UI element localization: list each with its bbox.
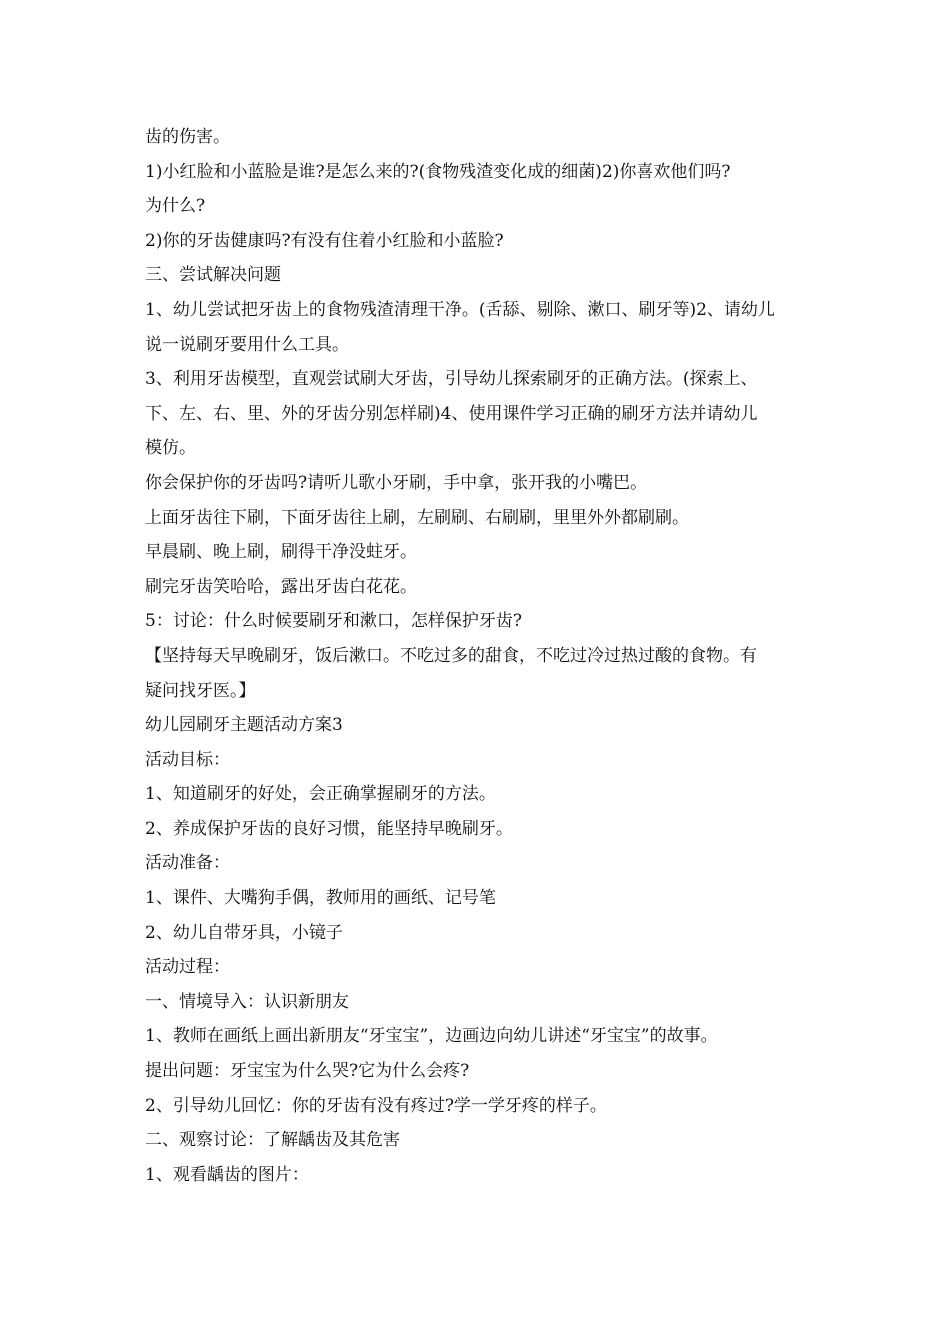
text-line: 你会保护你的牙齿吗?请听儿歌小牙刷，手中拿，张开我的小嘴巴。 xyxy=(145,472,648,493)
text-line: 【坚持每天早晚刷牙，饭后漱口。不吃过多的甜食，不吃过冷过热过酸的食物。有 xyxy=(145,645,757,666)
text-line: 2、养成保护牙齿的良好习惯，能坚持早晚刷牙。 xyxy=(145,818,513,839)
text-line: 2)你的牙齿健康吗?有没有住着小红脸和小蓝脸? xyxy=(145,230,504,251)
section-heading: 一、情境导入：认识新朋友 xyxy=(145,991,349,1012)
text-line: 模仿。 xyxy=(145,438,196,459)
document-body xyxy=(145,120,815,1192)
text-line: 为什么? xyxy=(145,196,206,217)
text-line: 说一说刷牙要用什么工具。 xyxy=(145,334,349,355)
text-line: 5：讨论：什么时候要刷牙和漱口，怎样保护牙齿? xyxy=(145,611,522,632)
text-line: 1)小红脸和小蓝脸是谁?是怎么来的?(食物残渣变化成的细菌)2)你喜欢他们吗? xyxy=(145,161,731,182)
section-heading: 三、尝试解决问题 xyxy=(145,265,281,286)
text-line: 1、教师在画纸上画出新朋友“牙宝宝”，边画边向幼儿讲述“牙宝宝”的故事。 xyxy=(145,1026,718,1047)
section-heading: 活动过程： xyxy=(145,957,230,978)
text-line: 1、幼儿尝试把牙齿上的食物残渣清理干净。(舌舔、剔除、漱口、刷牙等)2、请幼儿 xyxy=(145,299,775,320)
text-line: 提出问题：牙宝宝为什么哭?它为什么会疼? xyxy=(145,1061,470,1082)
text-line: 1、课件、大嘴狗手偶，教师用的画纸、记号笔 xyxy=(145,888,496,909)
text-line: 齿的伤害。 xyxy=(145,127,230,147)
text-line: 下、左、右、里、外的牙齿分别怎样刷)4、使用课件学习正确的刷牙方法并请幼儿 xyxy=(145,403,758,424)
text-line: 3、利用牙齿模型，直观尝试刷大牙齿，引导幼儿探索刷牙的正确方法。(探索上、 xyxy=(145,369,758,390)
text-line: 刷完牙齿笑哈哈，露出牙齿白花花。 xyxy=(145,576,417,597)
text-line: 1、知道刷牙的好处，会正确掌握刷牙的方法。 xyxy=(145,784,496,805)
section-heading: 活动目标： xyxy=(145,749,230,770)
text-line: 上面牙齿往下刷，下面牙齿往上刷，左刷刷、右刷刷，里里外外都刷刷。 xyxy=(145,507,689,528)
text-line: 早晨刷、晚上刷，刷得干净没蛀牙。 xyxy=(145,542,417,563)
section-heading: 活动准备： xyxy=(145,853,230,874)
text-line: 疑问找牙医。】 xyxy=(145,680,256,701)
document-title: 幼儿园刷牙主题活动方案3 xyxy=(145,715,343,736)
section-heading: 二、观察讨论：了解龋齿及其危害 xyxy=(145,1130,400,1151)
text-line: 1、观看龋齿的图片： xyxy=(145,1164,309,1185)
text-line: 2、幼儿自带牙具，小镜子 xyxy=(145,922,343,943)
text-line: 2、引导幼儿回忆：你的牙齿有没有疼过?学一学牙疼的样子。 xyxy=(145,1095,607,1116)
